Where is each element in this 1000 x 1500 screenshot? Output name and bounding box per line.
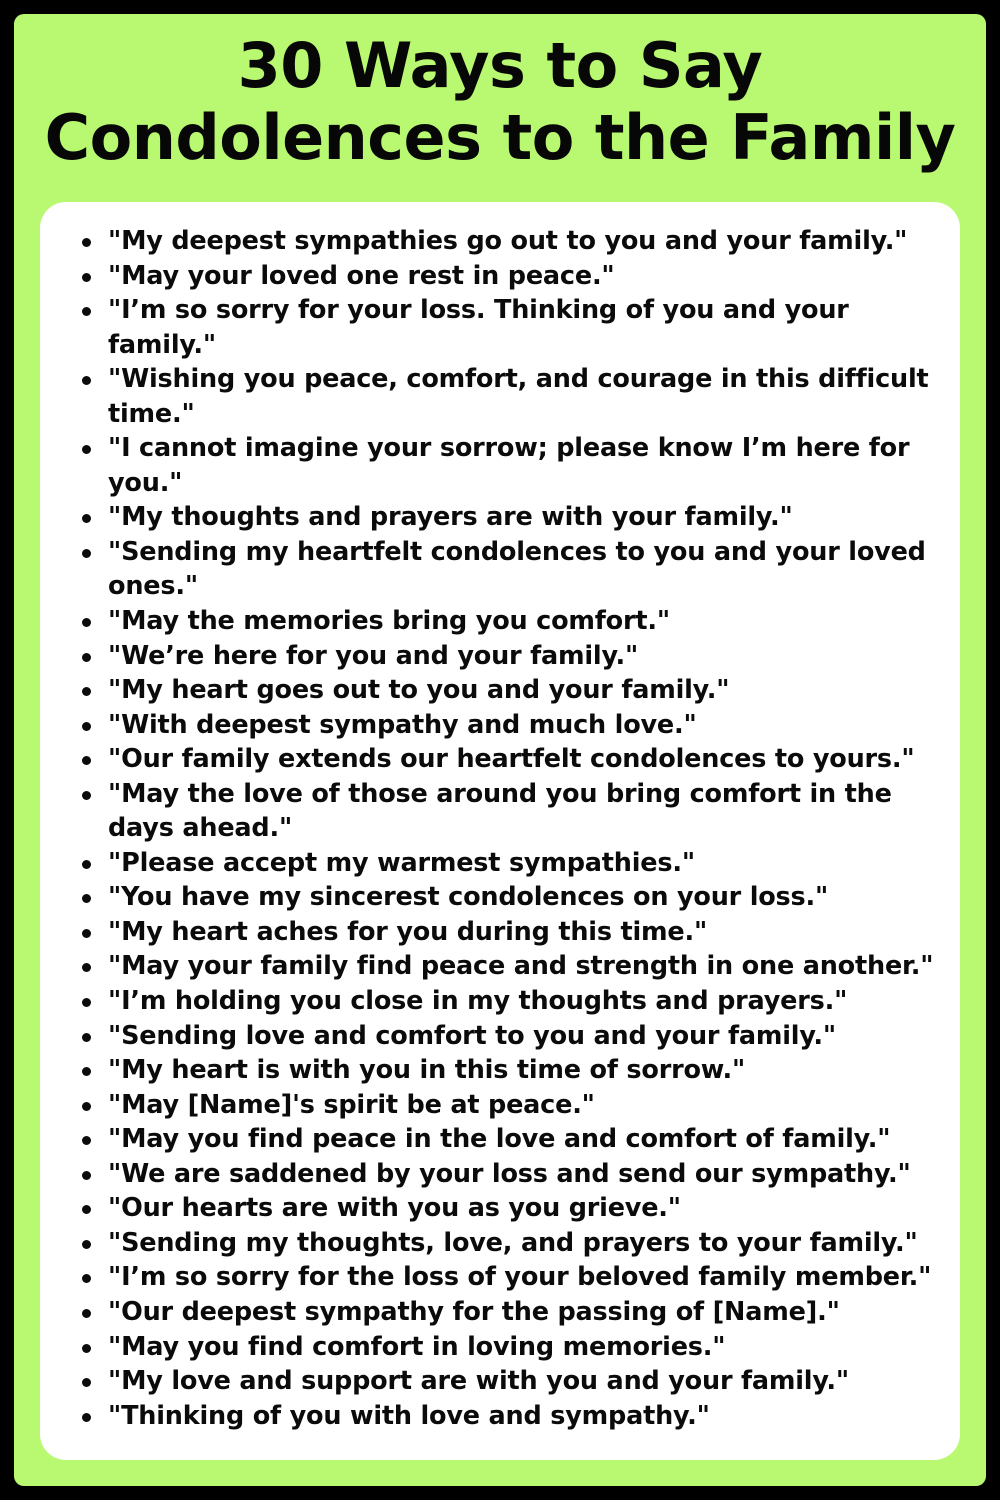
list-item: "Sending my heartfelt condolences to you and your loved ones." <box>66 535 934 604</box>
list-item: "May your family find peace and strength in one another." <box>66 949 934 984</box>
phrase-card <box>40 202 960 1460</box>
list-item: "May the memories bring you comfort." <box>66 604 934 639</box>
list-item: "Please accept my warmest sympathies." <box>66 846 934 881</box>
list-item: "My love and support are with you and your family." <box>66 1364 934 1399</box>
list-item: "Thinking of you with love and sympathy." <box>66 1399 934 1434</box>
list-item: "I’m so sorry for the loss of your beloved family member." <box>66 1260 934 1295</box>
list-item: "Our deepest sympathy for the passing of [Name]." <box>66 1295 934 1330</box>
list-item: "You have my sincerest condolences on your loss." <box>66 880 934 915</box>
phrase-list <box>66 224 934 1433</box>
poster <box>14 14 986 1486</box>
list-item: "Our family extends our heartfelt condolences to yours." <box>66 742 934 777</box>
list-item: "Sending love and comfort to you and your family." <box>66 1019 934 1054</box>
list-item: "Our hearts are with you as you grieve." <box>66 1191 934 1226</box>
list-item: "My thoughts and prayers are with your family." <box>66 500 934 535</box>
list-item: "May your loved one rest in peace." <box>66 259 934 294</box>
list-item: "I cannot imagine your sorrow; please know I’m here for you." <box>66 431 934 500</box>
list-item: "My heart aches for you during this time." <box>66 915 934 950</box>
list-item: "May [Name]'s spirit be at peace." <box>66 1088 934 1123</box>
list-item: "Wishing you peace, comfort, and courage in this difficult time." <box>66 362 934 431</box>
list-item: "My deepest sympathies go out to you and your family." <box>66 224 934 259</box>
list-item: "I’m holding you close in my thoughts and prayers." <box>66 984 934 1019</box>
list-item: "May you find peace in the love and comfort of family." <box>66 1122 934 1157</box>
list-item: "My heart goes out to you and your family." <box>66 673 934 708</box>
list-item: "We’re here for you and your family." <box>66 639 934 674</box>
list-item: "May the love of those around you bring comfort in the days ahead." <box>66 777 934 846</box>
list-item: "My heart is with you in this time of sorrow." <box>66 1053 934 1088</box>
page-title: 30 Ways to Say Condolences to the Family <box>44 29 956 174</box>
list-item: "Sending my thoughts, love, and prayers to your family." <box>66 1226 934 1261</box>
list-item: "We are saddened by your loss and send our sympathy." <box>66 1157 934 1192</box>
list-item: "May you find comfort in loving memories." <box>66 1330 934 1365</box>
list-item: "With deepest sympathy and much love." <box>66 708 934 743</box>
list-item: "I’m so sorry for your loss. Thinking of you and your family." <box>66 293 934 362</box>
